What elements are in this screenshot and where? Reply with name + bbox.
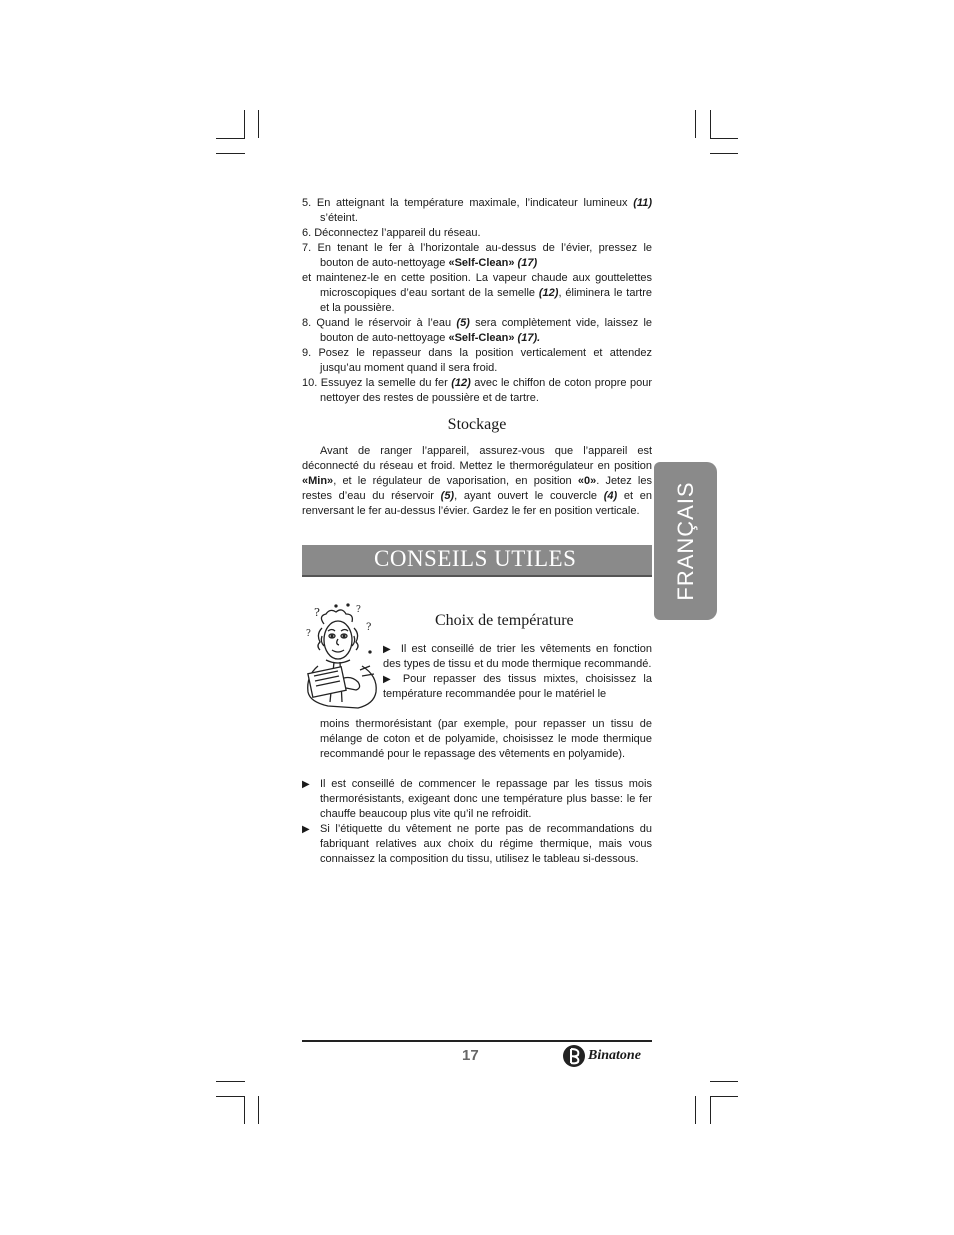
- binatone-logo-icon: [562, 1044, 586, 1068]
- svg-text:?: ?: [314, 606, 320, 619]
- text-run: Avant de ranger l’appareil, assurez-vous que l’appareil est déconnecté du réseau et froid. Mettez le thermorégulateur en position: [302, 445, 652, 472]
- list-item: ▶ Il est conseillé de commencer le repassage par les tissus mois thermorésistants, exigeant donc une température plus basse: le fer chauffe beaucoup plus vite qu’il ne refroidit.: [302, 778, 652, 820]
- text-run: En atteignant la température maximale, l’indicateur lumineux: [316, 197, 634, 209]
- text-run: avec le chiffon de coton propre pour nettoyer des restes de poussière et de tartre.: [320, 377, 653, 404]
- bullet-triangle-icon: ▶: [302, 779, 310, 790]
- list-item: [302, 196, 652, 226]
- temperature-bullet2-continuation: moins thermorésistant (par exemple, pour repasser un tissu de mélange de coton et de polyamide, choisissez le mode thermique recommandé pour le repassage des vêtements en polyamide).: [320, 718, 652, 760]
- text-run: (12): [451, 377, 471, 389]
- brand-name: Binatone: [588, 1048, 641, 1063]
- text-run: En tenant le fer à l’horizontale au-dessus de l’évier, pressez le bouton de auto-nettoyage: [317, 242, 653, 269]
- bullet-triangle-icon: ▶: [302, 824, 310, 835]
- text-run: Posez le repasseur dans la position verticalement et attendez jusqu’au moment quand il sera froid.: [318, 347, 652, 374]
- section-banner: [302, 545, 652, 577]
- text-run: «Self-Clean»: [448, 332, 515, 344]
- text-run: , éliminera le tartre et la poussière.: [320, 287, 652, 314]
- language-tab-label: FRANÇAIS: [672, 481, 698, 601]
- list-item: [302, 271, 652, 316]
- text-run: et maintenez-le en cette position. La vapeur chaude aux gouttelettes microscopiques d’eau sortant de la semelle: [302, 272, 652, 299]
- list-item: [302, 316, 652, 346]
- text-run: (4): [603, 490, 618, 502]
- temperature-full-bullets: [302, 777, 652, 867]
- step-number: 10.: [302, 377, 321, 389]
- text-run: . Jetez les restes d’eau du réservoir: [302, 475, 652, 502]
- footer-rule: [302, 1040, 652, 1042]
- svg-text:?: ?: [306, 629, 311, 639]
- svg-text:?: ?: [366, 622, 372, 633]
- text-run: (5): [440, 490, 455, 502]
- brand-logo: [562, 1044, 654, 1068]
- temperature-heading: Choix de température: [435, 612, 574, 629]
- banner-title: CONSEILS UTILES: [374, 546, 577, 571]
- list-item: ▶ Pour repasser des tissus mixtes, choisissez la température recommandée pour le matériel le: [383, 673, 652, 700]
- text-run: , et le régulateur de vaporisation, en position: [333, 475, 578, 487]
- text-run: Essuyez la semelle du fer: [320, 377, 452, 389]
- text-run: «Self-Clean»: [448, 257, 515, 269]
- cleaning-steps: [302, 196, 652, 406]
- text-run: (12): [538, 287, 559, 299]
- step-number: 7.: [302, 242, 318, 254]
- confused-man-illustration: [300, 600, 382, 712]
- text-run: sera complètement vide, laissez le bouton de auto-nettoyage: [320, 317, 653, 344]
- list-item: ▶ Il est conseillé de trier les vêtements en fonction des types de tissu et du mode thermique recommandé.: [383, 643, 652, 670]
- text-run: «Min»: [302, 475, 334, 487]
- list-item: [302, 241, 652, 271]
- text-run: Déconnectez l’appareil du réseau.: [314, 227, 481, 239]
- text-run: s’éteint.: [320, 212, 358, 224]
- language-tab: [654, 462, 717, 620]
- page-number: 17: [462, 1047, 479, 1064]
- text-run: (17).: [517, 332, 541, 344]
- text-run: (5): [456, 317, 470, 329]
- list-item: [302, 226, 652, 241]
- svg-text:?: ?: [356, 605, 361, 615]
- text-run: , ayant ouvert le couvercle: [454, 490, 604, 502]
- bullet-triangle-icon: ▶: [383, 644, 393, 655]
- temperature-side-bullets: [383, 642, 652, 702]
- step-number: 5.: [302, 197, 317, 209]
- storage-paragraph: [302, 444, 652, 519]
- step-number: 8.: [302, 317, 317, 329]
- storage-heading: Stockage: [447, 416, 507, 433]
- text-run: (17): [517, 257, 538, 269]
- list-item: [302, 376, 652, 406]
- text-run: «0»: [577, 475, 597, 487]
- text-run: et en renversant le fer au-dessus l’évier. Gardez le fer en position verticale.: [302, 490, 652, 517]
- list-item: [302, 346, 652, 376]
- list-item: ▶ Si l’étiquette du vêtement ne porte pas de recommandations du fabriquant relatives aux choix du régime thermique, mais vous connaissez la composition du tissu, utilisez le tableau si-dessous.: [302, 823, 652, 865]
- step-number: 6.: [302, 227, 315, 239]
- text-run: Quand le réservoir à l’eau: [316, 317, 457, 329]
- text-run: (11): [633, 197, 652, 209]
- bullet-triangle-icon: ▶: [383, 674, 395, 685]
- step-number: 9.: [302, 347, 319, 359]
